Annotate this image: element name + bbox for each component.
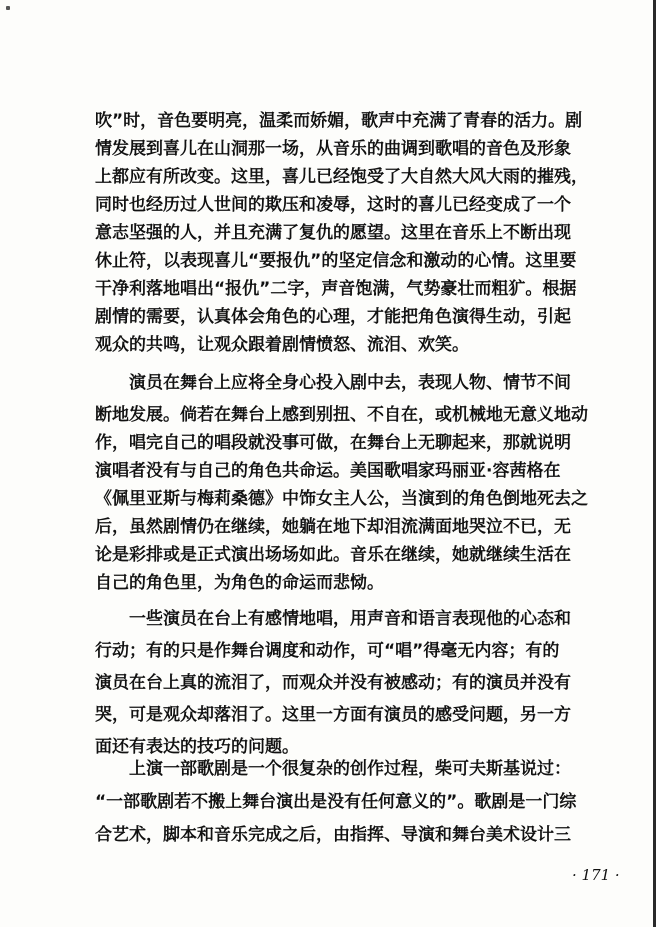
text-line: 自己的角色里，为角色的命运而悲恸。 (95, 573, 384, 593)
text-line: 演员在台上真的流泪了，而观众并没有被感动；有的演员并没有 (95, 673, 571, 693)
text-line: 情发展到喜儿在山洞那一场，从音乐的曲调到歌唱的音色及形象 (95, 139, 571, 159)
text-line: 论是彩排或是正式演出场场如此。音乐在继续，她就继续生活在 (95, 545, 571, 565)
text-line: 后，虽然剧情仍在继续，她躺在地下却泪流满面地哭泣不已，无 (95, 517, 571, 537)
page-number: · 171 · (572, 866, 620, 884)
text-line: 吹”时，音色要明亮，温柔而娇媚，歌声中充满了青春的活力。剧 (95, 111, 583, 131)
paragraph-first-line: 一些演员在台上有感情地唱，用声音和语言表现他的心态和 (129, 609, 571, 629)
paragraph-first-line: 上演一部歌剧是一个很复杂的创作过程，柴可夫斯基说过： (129, 759, 571, 779)
text-line: 断地发展。倘若在舞台上感到别扭、不自在，或机械地无意义地动 (95, 405, 588, 425)
text-line: 剧情的需要，认真体会角色的心理，才能把角色演得生动，引起 (95, 307, 571, 327)
text-line: “一部歌剧若不搬上舞台演出是没有任何意义的”。歌剧是一门综 (95, 792, 577, 812)
text-line: 行动；有的只是作舞台调度和动作，可“唱”得毫无内容；有的 (95, 641, 560, 661)
text-line: 意志坚强的人，并且充满了复仇的愿望。这里在音乐上不断出现 (95, 223, 571, 243)
text-line: 上都应有所改变。这里，喜儿已经饱受了大自然大风大雨的摧残， (95, 167, 588, 187)
text-line: 面还有表达的技巧的问题。 (95, 737, 299, 757)
text-line: 演唱者没有与自己的角色共命运。美国歌唱家玛丽亚·容茜格在 (95, 461, 561, 481)
paragraph-first-line: 演员在舞台上应将全身心投入剧中去，表现人物、情节不间 (129, 373, 571, 393)
text-line: 作，唱完自己的唱段就没事可做，在舞台上无聊起来，那就说明 (95, 433, 571, 453)
text-line: 哭，可是观众却落泪了。这里一方面有演员的感受问题，另一方 (95, 705, 571, 725)
text-line: 《佩里亚斯与梅莉桑德》中饰女主人公，当演到的角色倒地死去之 (95, 489, 588, 509)
text-line: 干净利落地唱出“报仇”二字，声音饱满，气势豪壮而粗犷。根据 (95, 279, 577, 299)
text-line: 休止符，以表现喜儿“要报仇”的坚定信念和激动的心情。这里要 (95, 251, 577, 271)
text-line: 同时也经历过人世间的欺压和凌辱，这时的喜儿已经变成了一个 (95, 195, 571, 215)
scan-speck (6, 6, 10, 10)
text-line: 合艺术，脚本和音乐完成之后，由指挥、导演和舞台美术设计三 (95, 825, 571, 845)
text-line: 观众的共鸣，让观众跟着剧情愤怒、流泪、欢笑。 (95, 335, 469, 355)
